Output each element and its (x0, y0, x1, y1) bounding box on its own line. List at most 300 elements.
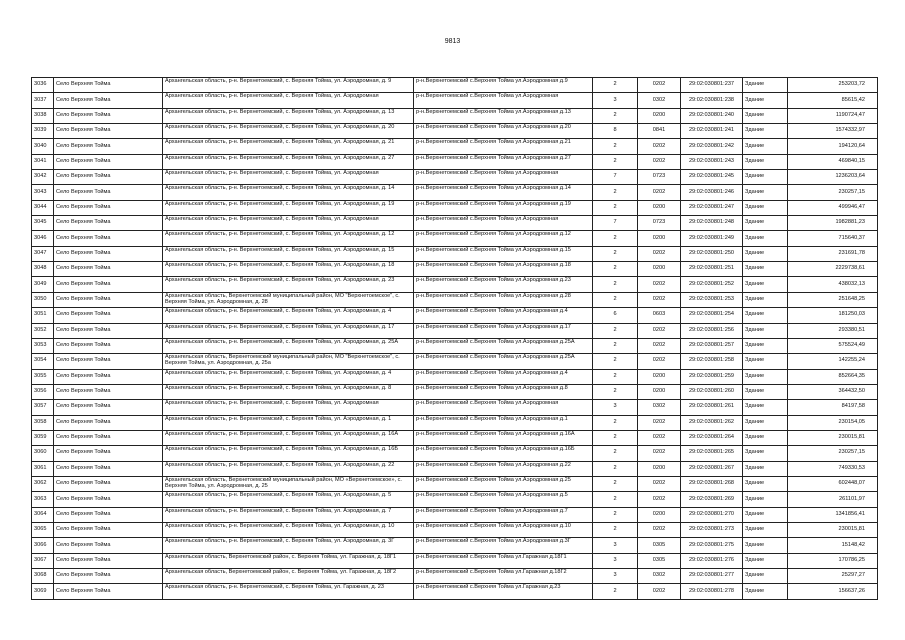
cadastral-value-cell: 1190724,47 (788, 108, 878, 123)
table-row (32, 400, 878, 415)
subgroup-code-cell: 0305 (638, 538, 681, 553)
address-short-cell: р-н.Верхнетоемский с.Верхняя Тойма ул.Аэродромная д.5 (414, 492, 593, 507)
address-cell: Архангельская область, р-н. Верхнетоемский, с. Верхняя Тойма, ул. Аэродромная, д. 1 (163, 415, 414, 430)
settlement-cell: Село Верхняя Тойма (54, 292, 163, 307)
address-cell: Архангельская область, р-н. Верхнетоемский, с. Верхняя Тойма, ул. Аэродромная, д. 20 (163, 124, 414, 139)
object-type-cell: Здание (743, 308, 788, 323)
row-number-cell: 3054 (32, 354, 54, 369)
address-cell: Архангельская область, р-н. Верхнетоемский, с. Верхняя Тойма, ул. Аэродромная, д. 19 (163, 200, 414, 215)
cadastral-number-cell: 29:02:030801:256 (681, 323, 743, 338)
row-number-cell: 3048 (32, 262, 54, 277)
subgroup-code-cell: 0200 (638, 384, 681, 399)
table-row (32, 93, 878, 108)
cadastral-number-cell: 29:02:030801:269 (681, 492, 743, 507)
address-short-cell: р-н.Верхнетоемский с.Верхняя Тойма ул.Аэродромная д.15 (414, 246, 593, 261)
object-type-cell: Здание (743, 354, 788, 369)
object-type-cell: Здание (743, 200, 788, 215)
table-row (32, 476, 878, 491)
object-type-cell: Здание (743, 154, 788, 169)
object-type-cell: Здание (743, 446, 788, 461)
row-number-cell: 3069 (32, 584, 54, 599)
subgroup-code-cell: 0200 (638, 461, 681, 476)
subgroup-code-cell: 0200 (638, 262, 681, 277)
table-row (32, 507, 878, 522)
table-row (32, 538, 878, 553)
row-number-cell: 3063 (32, 492, 54, 507)
cadastral-number-cell: 29:02:030801:253 (681, 292, 743, 307)
row-number-cell: 3049 (32, 277, 54, 292)
object-type-cell: Здание (743, 170, 788, 185)
group-code-cell: 2 (593, 415, 638, 430)
table-row (32, 216, 878, 231)
object-type-cell: Здание (743, 584, 788, 599)
cadastral-number-cell: 29:02:030801:275 (681, 538, 743, 553)
group-code-cell: 8 (593, 124, 638, 139)
cadastral-value-cell: 231691,78 (788, 246, 878, 261)
subgroup-code-cell: 0202 (638, 292, 681, 307)
cadastral-value-cell: 251648,25 (788, 292, 878, 307)
address-short-cell: р-н.Верхнетоемский с.Верхняя Тойма ул.Аэродромная (414, 170, 593, 185)
address-short-cell: р-н.Верхнетоемский с.Верхняя Тойма ул.Аэродромная д.10 (414, 522, 593, 537)
cadastral-number-cell: 29:02:030801:250 (681, 246, 743, 261)
settlement-cell: Село Верхняя Тойма (54, 170, 163, 185)
group-code-cell: 3 (593, 569, 638, 584)
cadastral-number-cell: 29:02:030801:259 (681, 369, 743, 384)
subgroup-code-cell: 0302 (638, 569, 681, 584)
address-cell: Архангельская область, р-н. Верхнетоемский, с. Верхняя Тойма, ул. Аэродромная, д. 12 (163, 231, 414, 246)
group-code-cell: 2 (593, 108, 638, 123)
table-row (32, 354, 878, 369)
address-cell: Архангельская область, р-н. Верхнетоемский, с. Верхняя Тойма, ул. Аэродромная, д. 4 (163, 369, 414, 384)
cadastral-value-cell: 469840,15 (788, 154, 878, 169)
cadastral-number-cell: 29:02:030801:240 (681, 108, 743, 123)
address-short-cell: р-н.Верхнетоемский с.Верхняя Тойма ул.Аэродромная д.12 (414, 231, 593, 246)
group-code-cell: 2 (593, 369, 638, 384)
cadastral-number-cell: 29:02:030801:265 (681, 446, 743, 461)
object-type-cell: Здание (743, 492, 788, 507)
address-short-cell: р-н.Верхнетоемский с.Верхняя Тойма ул.Гаражная д.18Г1 (414, 553, 593, 568)
settlement-cell: Село Верхняя Тойма (54, 569, 163, 584)
cadastral-number-cell: 29:02:030801:276 (681, 553, 743, 568)
address-short-cell: р-н.Верхнетоемский с.Верхняя Тойма ул.Аэродромная д.20 (414, 124, 593, 139)
row-number-cell: 3066 (32, 538, 54, 553)
row-number-cell: 3050 (32, 292, 54, 307)
cadastral-number-cell: 29:02:030801:249 (681, 231, 743, 246)
row-number-cell: 3060 (32, 446, 54, 461)
address-cell: Архангельская область, р-н. Верхнетоемский, с. Верхняя Тойма, ул. Аэродромная, д. 18 (163, 262, 414, 277)
settlement-cell: Село Верхняя Тойма (54, 461, 163, 476)
cadastral-number-cell: 29:02:030801:247 (681, 200, 743, 215)
settlement-cell: Село Верхняя Тойма (54, 124, 163, 139)
subgroup-code-cell: 0200 (638, 507, 681, 522)
group-code-cell: 3 (593, 93, 638, 108)
table-row (32, 584, 878, 599)
table-row (32, 170, 878, 185)
cadastral-value-cell: 715640,37 (788, 231, 878, 246)
address-short-cell: р-н.Верхнетоемский с.Верхняя Тойма ул.Аэродромная (414, 93, 593, 108)
settlement-cell: Село Верхняя Тойма (54, 476, 163, 491)
address-short-cell: р-н.Верхнетоемский с.Верхняя Тойма ул.Аэродромная д.28 (414, 292, 593, 307)
object-type-cell: Здание (743, 139, 788, 154)
address-cell: Архангельская область, р-н. Верхнетоемский, с. Верхняя Тойма, ул. Аэродромная, д. 22 (163, 461, 414, 476)
object-type-cell: Здание (743, 430, 788, 445)
row-number-cell: 3039 (32, 124, 54, 139)
group-code-cell: 2 (593, 584, 638, 599)
address-cell: Архангельская область, р-н. Верхнетоемский, с. Верхняя Тойма, ул. Аэродромная, д. 17 (163, 323, 414, 338)
address-cell: Архангельская область, р-н. Верхнетоемский, с. Верхняя Тойма, ул. Аэродромная, д. 3Г (163, 538, 414, 553)
group-code-cell: 2 (593, 507, 638, 522)
row-number-cell: 3065 (32, 522, 54, 537)
address-short-cell: р-н.Верхнетоемский с.Верхняя Тойма ул.Аэродромная д.23 (414, 277, 593, 292)
group-code-cell: 2 (593, 476, 638, 491)
group-code-cell: 3 (593, 553, 638, 568)
row-number-cell: 3036 (32, 78, 54, 93)
cadastral-value-cell: 230257,15 (788, 446, 878, 461)
cadastral-value-cell: 230015,81 (788, 430, 878, 445)
address-short-cell: р-н.Верхнетоемский с.Верхняя Тойма ул.Гаражная д.18Г2 (414, 569, 593, 584)
address-cell: Архангельская область, р-н. Верхнетоемский, с. Верхняя Тойма, ул. Аэродромная, д. 8 (163, 384, 414, 399)
settlement-cell: Село Верхняя Тойма (54, 78, 163, 93)
address-short-cell: р-н.Верхнетоемский с.Верхняя Тойма ул.Аэродромная (414, 400, 593, 415)
object-type-cell: Здание (743, 553, 788, 568)
row-number-cell: 3062 (32, 476, 54, 491)
group-code-cell: 2 (593, 154, 638, 169)
subgroup-code-cell: 0202 (638, 446, 681, 461)
address-short-cell: р-н.Верхнетоемский с.Верхняя Тойма ул.Аэродромная д.18 (414, 262, 593, 277)
address-cell: Архангельская область, р-н. Верхнетоемский, с. Верхняя Тойма, ул. Аэродромная (163, 400, 414, 415)
row-number-cell: 3044 (32, 200, 54, 215)
cadastral-number-cell: 29:02:030801:242 (681, 139, 743, 154)
object-type-cell: Здание (743, 292, 788, 307)
group-code-cell: 2 (593, 384, 638, 399)
cadastral-value-cell: 2229738,61 (788, 262, 878, 277)
settlement-cell: Село Верхняя Тойма (54, 400, 163, 415)
cadastral-number-cell: 29:02:030801:273 (681, 522, 743, 537)
object-type-cell: Здание (743, 338, 788, 353)
cadastral-value-cell: 230154,05 (788, 415, 878, 430)
address-cell: Архангельская область, р-н. Верхнетоемский, с. Верхняя Тойма, ул. Аэродромная, д. 25А (163, 338, 414, 353)
settlement-cell: Село Верхняя Тойма (54, 108, 163, 123)
cadastral-number-cell: 29:02:030801:251 (681, 262, 743, 277)
subgroup-code-cell: 0202 (638, 522, 681, 537)
group-code-cell: 2 (593, 262, 638, 277)
row-number-cell: 3043 (32, 185, 54, 200)
object-type-cell: Здание (743, 323, 788, 338)
table-row (32, 492, 878, 507)
address-cell: Архангельская область, р-н. Верхнетоемский, с. Верхняя Тойма, ул. Аэродромная, д. 10 (163, 522, 414, 537)
table-row (32, 446, 878, 461)
cadastral-value-cell: 156637,26 (788, 584, 878, 599)
table-row (32, 323, 878, 338)
object-type-cell: Здание (743, 538, 788, 553)
address-short-cell: р-н.Верхнетоемский с.Верхняя Тойма ул.Аэродромная д.4 (414, 308, 593, 323)
table-row (32, 369, 878, 384)
object-type-cell: Здание (743, 246, 788, 261)
address-cell: Архангельская область, р-н. Верхнетоемский, с. Верхняя Тойма, ул. Аэродромная, д. 7 (163, 507, 414, 522)
cadastral-value-cell: 181250,03 (788, 308, 878, 323)
address-cell: Архангельская область, Верхнетоемский район, с. Верхняя Тойма, ул. Гаражная, д. 18Г2 (163, 569, 414, 584)
address-short-cell: р-н.Верхнетоемский с.Верхняя Тойма ул.Аэродромная (414, 216, 593, 231)
subgroup-code-cell: 0202 (638, 584, 681, 599)
address-short-cell: р-н.Верхнетоемский с.Верхняя Тойма ул.Аэродромная д.17 (414, 323, 593, 338)
object-type-cell: Здание (743, 108, 788, 123)
table-row (32, 154, 878, 169)
address-short-cell: р-н.Верхнетоемский с.Верхняя Тойма ул.Аэродромная д.25А (414, 338, 593, 353)
subgroup-code-cell: 0202 (638, 338, 681, 353)
settlement-cell: Село Верхняя Тойма (54, 553, 163, 568)
cadastral-number-cell: 29:02:030801:260 (681, 384, 743, 399)
address-short-cell: р-н.Верхнетоемский с.Верхняя Тойма ул.Аэродромная д.8 (414, 384, 593, 399)
cadastral-value-cell: 1341856,41 (788, 507, 878, 522)
settlement-cell: Село Верхняя Тойма (54, 446, 163, 461)
table-row (32, 277, 878, 292)
address-cell: Архангельская область, Верхнетоемский район, с. Верхняя Тойма, ул. Гаражная, д. 18Г1 (163, 553, 414, 568)
subgroup-code-cell: 0723 (638, 216, 681, 231)
cadastral-value-cell: 1236203,64 (788, 170, 878, 185)
address-cell: Архангельская область, р-н. Верхнетоемский, с. Верхняя Тойма, ул. Аэродромная (163, 93, 414, 108)
cadastral-value-cell: 293380,51 (788, 323, 878, 338)
group-code-cell: 2 (593, 185, 638, 200)
address-cell: Архангельская область, р-н. Верхнетоемский, с. Верхняя Тойма, ул. Аэродромная, д. 5 (163, 492, 414, 507)
object-type-cell: Здание (743, 78, 788, 93)
address-cell: Архангельская область, р-н. Верхнетоемский, с. Верхняя Тойма, ул. Аэродромная, д. 13 (163, 108, 414, 123)
table-row (32, 124, 878, 139)
address-short-cell: р-н.Верхнетоемский с.Верхняя Тойма ул.Аэродромная д.9 (414, 78, 593, 93)
group-code-cell: 2 (593, 354, 638, 369)
address-short-cell: р-н.Верхнетоемский с.Верхняя Тойма ул.Аэродромная д.27 (414, 154, 593, 169)
object-type-cell: Здание (743, 216, 788, 231)
cadastral-value-cell: 364432,50 (788, 384, 878, 399)
settlement-cell: Село Верхняя Тойма (54, 185, 163, 200)
table-row (32, 185, 878, 200)
address-cell: Архангельская область, р-н. Верхнетоемский, с. Верхняя Тойма, ул. Аэродромная, д. 4 (163, 308, 414, 323)
address-short-cell: р-н.Верхнетоемский с.Верхняя Тойма ул.Аэродромная д.25 (414, 476, 593, 491)
settlement-cell: Село Верхняя Тойма (54, 384, 163, 399)
settlement-cell: Село Верхняя Тойма (54, 277, 163, 292)
table-row (32, 338, 878, 353)
table-row (32, 292, 878, 307)
property-table (31, 77, 878, 600)
address-cell: Архангельская область, р-н. Верхнетоемский, с. Верхняя Тойма, ул. Аэродромная, д. 23 (163, 277, 414, 292)
object-type-cell: Здание (743, 461, 788, 476)
table-row (32, 246, 878, 261)
group-code-cell: 2 (593, 231, 638, 246)
table-row (32, 384, 878, 399)
address-short-cell: р-н.Верхнетоемский с.Верхняя Тойма ул.Гаражная д.23 (414, 584, 593, 599)
cadastral-value-cell: 438032,13 (788, 277, 878, 292)
row-number-cell: 3061 (32, 461, 54, 476)
address-cell: Архангельская область, р-н. Верхнетоемский, с. Верхняя Тойма, ул. Аэродромная, д. 27 (163, 154, 414, 169)
group-code-cell: 2 (593, 78, 638, 93)
table-row (32, 461, 878, 476)
row-number-cell: 3055 (32, 369, 54, 384)
cadastral-value-cell: 261101,97 (788, 492, 878, 507)
subgroup-code-cell: 0202 (638, 154, 681, 169)
row-number-cell: 3067 (32, 553, 54, 568)
table-row (32, 522, 878, 537)
row-number-cell: 3038 (32, 108, 54, 123)
settlement-cell: Село Верхняя Тойма (54, 231, 163, 246)
object-type-cell: Здание (743, 93, 788, 108)
address-short-cell: р-н.Верхнетоемский с.Верхняя Тойма ул.Аэродромная д.19 (414, 200, 593, 215)
object-type-cell: Здание (743, 522, 788, 537)
address-short-cell: р-н.Верхнетоемский с.Верхняя Тойма ул.Аэродромная д.21 (414, 139, 593, 154)
address-cell: Архангельская область, р-н. Верхнетоемский, с. Верхняя Тойма, ул. Гаражная, д. 23 (163, 584, 414, 599)
cadastral-number-cell: 29:02:030801:267 (681, 461, 743, 476)
table-row (32, 78, 878, 93)
subgroup-code-cell: 0841 (638, 124, 681, 139)
group-code-cell: 2 (593, 338, 638, 353)
group-code-cell: 2 (593, 139, 638, 154)
address-short-cell: р-н.Верхнетоемский с.Верхняя Тойма ул.Аэродромная д.13 (414, 108, 593, 123)
subgroup-code-cell: 0202 (638, 476, 681, 491)
subgroup-code-cell: 0200 (638, 369, 681, 384)
row-number-cell: 3056 (32, 384, 54, 399)
object-type-cell: Здание (743, 277, 788, 292)
address-short-cell: р-н.Верхнетоемский с.Верхняя Тойма ул.Аэродромная д.7 (414, 507, 593, 522)
cadastral-number-cell: 29:02:030801:264 (681, 430, 743, 445)
table-row (32, 430, 878, 445)
subgroup-code-cell: 0200 (638, 108, 681, 123)
object-type-cell: Здание (743, 384, 788, 399)
row-number-cell: 3051 (32, 308, 54, 323)
address-cell: Архангельская область, р-н. Верхнетоемский, с. Верхняя Тойма, ул. Аэродромная, д. 15 (163, 246, 414, 261)
subgroup-code-cell: 0202 (638, 277, 681, 292)
cadastral-number-cell: 29:02:030801:270 (681, 507, 743, 522)
object-type-cell: Здание (743, 400, 788, 415)
address-cell: Архангельская область, Верхнетоемский муниципальный район, МО «Верхнетоемское», с. Верхняя Тойма, ул. Аэродромная, д. 25 (163, 476, 414, 491)
group-code-cell: 2 (593, 461, 638, 476)
cadastral-value-cell: 575524,49 (788, 338, 878, 353)
address-short-cell: р-н.Верхнетоемский с.Верхняя Тойма ул.Аэродромная д.16А (414, 430, 593, 445)
settlement-cell: Село Верхняя Тойма (54, 584, 163, 599)
group-code-cell: 2 (593, 430, 638, 445)
table-row (32, 139, 878, 154)
group-code-cell: 2 (593, 200, 638, 215)
settlement-cell: Село Верхняя Тойма (54, 308, 163, 323)
cadastral-number-cell: 29:02:030801:268 (681, 476, 743, 491)
group-code-cell: 2 (593, 246, 638, 261)
settlement-cell: Село Верхняя Тойма (54, 415, 163, 430)
group-code-cell: 7 (593, 216, 638, 231)
group-code-cell: 2 (593, 446, 638, 461)
settlement-cell: Село Верхняя Тойма (54, 430, 163, 445)
cadastral-number-cell: 29:02:030801:243 (681, 154, 743, 169)
row-number-cell: 3042 (32, 170, 54, 185)
cadastral-value-cell: 170786,25 (788, 553, 878, 568)
object-type-cell: Здание (743, 415, 788, 430)
settlement-cell: Село Верхняя Тойма (54, 154, 163, 169)
cadastral-value-cell: 602448,07 (788, 476, 878, 491)
cadastral-number-cell: 29:02:030801:237 (681, 78, 743, 93)
group-code-cell: 6 (593, 308, 638, 323)
group-code-cell: 2 (593, 292, 638, 307)
address-short-cell: р-н.Верхнетоемский с.Верхняя Тойма ул.Аэродромная д.3Г (414, 538, 593, 553)
table-row (32, 108, 878, 123)
settlement-cell: Село Верхняя Тойма (54, 369, 163, 384)
group-code-cell: 2 (593, 522, 638, 537)
row-number-cell: 3059 (32, 430, 54, 445)
table-row (32, 415, 878, 430)
settlement-cell: Село Верхняя Тойма (54, 139, 163, 154)
settlement-cell: Село Верхняя Тойма (54, 216, 163, 231)
table-row (32, 553, 878, 568)
cadastral-number-cell: 29:02:030801:278 (681, 584, 743, 599)
subgroup-code-cell: 0305 (638, 553, 681, 568)
address-cell: Архангельская область, р-н. Верхнетоемский, с. Верхняя Тойма, ул. Аэродромная, д. 14 (163, 185, 414, 200)
table-row (32, 308, 878, 323)
group-code-cell: 3 (593, 400, 638, 415)
subgroup-code-cell: 0302 (638, 400, 681, 415)
group-code-cell: 7 (593, 170, 638, 185)
address-cell: Архангельская область, р-н. Верхнетоемский, с. Верхняя Тойма, ул. Аэродромная (163, 170, 414, 185)
cadastral-number-cell: 29:02:030801:257 (681, 338, 743, 353)
cadastral-number-cell: 29:02:030801:261 (681, 400, 743, 415)
cadastral-number-cell: 29:02:030801:245 (681, 170, 743, 185)
address-cell: Архангельская область, р-н. Верхнетоемский, с. Верхняя Тойма, ул. Аэродромная, д. 16А (163, 430, 414, 445)
address-cell: Архангельская область, р-н. Верхнетоемский, с. Верхняя Тойма, ул. Аэродромная (163, 216, 414, 231)
object-type-cell: Здание (743, 231, 788, 246)
subgroup-code-cell: 0202 (638, 246, 681, 261)
row-number-cell: 3047 (32, 246, 54, 261)
address-short-cell: р-н.Верхнетоемский с.Верхняя Тойма ул.Аэродромная д.22 (414, 461, 593, 476)
address-short-cell: р-н.Верхнетоемский с.Верхняя Тойма ул.Аэродромная д.4 (414, 369, 593, 384)
cadastral-number-cell: 29:02:030801:258 (681, 354, 743, 369)
row-number-cell: 3041 (32, 154, 54, 169)
cadastral-value-cell: 84197,58 (788, 400, 878, 415)
subgroup-code-cell: 0202 (638, 78, 681, 93)
cadastral-value-cell: 15148,42 (788, 538, 878, 553)
address-cell: Архангельская область, Верхнетоемский муниципальный район, МО "Верхнетоемское", с. Верхняя Тойма, ул. Аэродромная, д. 25а (163, 354, 414, 369)
settlement-cell: Село Верхняя Тойма (54, 246, 163, 261)
table-row (32, 231, 878, 246)
cadastral-number-cell: 29:02:030801:241 (681, 124, 743, 139)
subgroup-code-cell: 0603 (638, 308, 681, 323)
cadastral-number-cell: 29:02:030801:246 (681, 185, 743, 200)
cadastral-number-cell: 29:02:030801:277 (681, 569, 743, 584)
address-short-cell: р-н.Верхнетоемский с.Верхняя Тойма ул.Аэродромная д.1 (414, 415, 593, 430)
row-number-cell: 3057 (32, 400, 54, 415)
address-short-cell: р-н.Верхнетоемский с.Верхняя Тойма ул.Аэродромная д.16Б (414, 446, 593, 461)
cadastral-value-cell: 142255,24 (788, 354, 878, 369)
table-row (32, 200, 878, 215)
subgroup-code-cell: 0202 (638, 492, 681, 507)
row-number-cell: 3068 (32, 569, 54, 584)
subgroup-code-cell: 0202 (638, 139, 681, 154)
object-type-cell: Здание (743, 569, 788, 584)
group-code-cell: 2 (593, 492, 638, 507)
row-number-cell: 3046 (32, 231, 54, 246)
subgroup-code-cell: 0202 (638, 323, 681, 338)
settlement-cell: Село Верхняя Тойма (54, 200, 163, 215)
settlement-cell: Село Верхняя Тойма (54, 492, 163, 507)
subgroup-code-cell: 0200 (638, 231, 681, 246)
row-number-cell: 3040 (32, 139, 54, 154)
settlement-cell: Село Верхняя Тойма (54, 323, 163, 338)
cadastral-value-cell: 194120,64 (788, 139, 878, 154)
table-row (32, 262, 878, 277)
address-cell: Архангельская область, р-н. Верхнетоемский, с. Верхняя Тойма, ул. Аэродромная, д. 21 (163, 139, 414, 154)
cadastral-value-cell: 499946,47 (788, 200, 878, 215)
subgroup-code-cell: 0200 (638, 200, 681, 215)
group-code-cell: 3 (593, 538, 638, 553)
address-cell: Архангельская область, Верхнетоемский муниципальный район, МО "Верхнетоемское", с. Верхняя Тойма, ул. Аэродромная, д. 28 (163, 292, 414, 307)
row-number-cell: 3053 (32, 338, 54, 353)
address-short-cell: р-н.Верхнетоемский с.Верхняя Тойма ул.Аэродромная д.14 (414, 185, 593, 200)
cadastral-number-cell: 29:02:030801:262 (681, 415, 743, 430)
object-type-cell: Здание (743, 476, 788, 491)
cadastral-value-cell: 1982881,23 (788, 216, 878, 231)
